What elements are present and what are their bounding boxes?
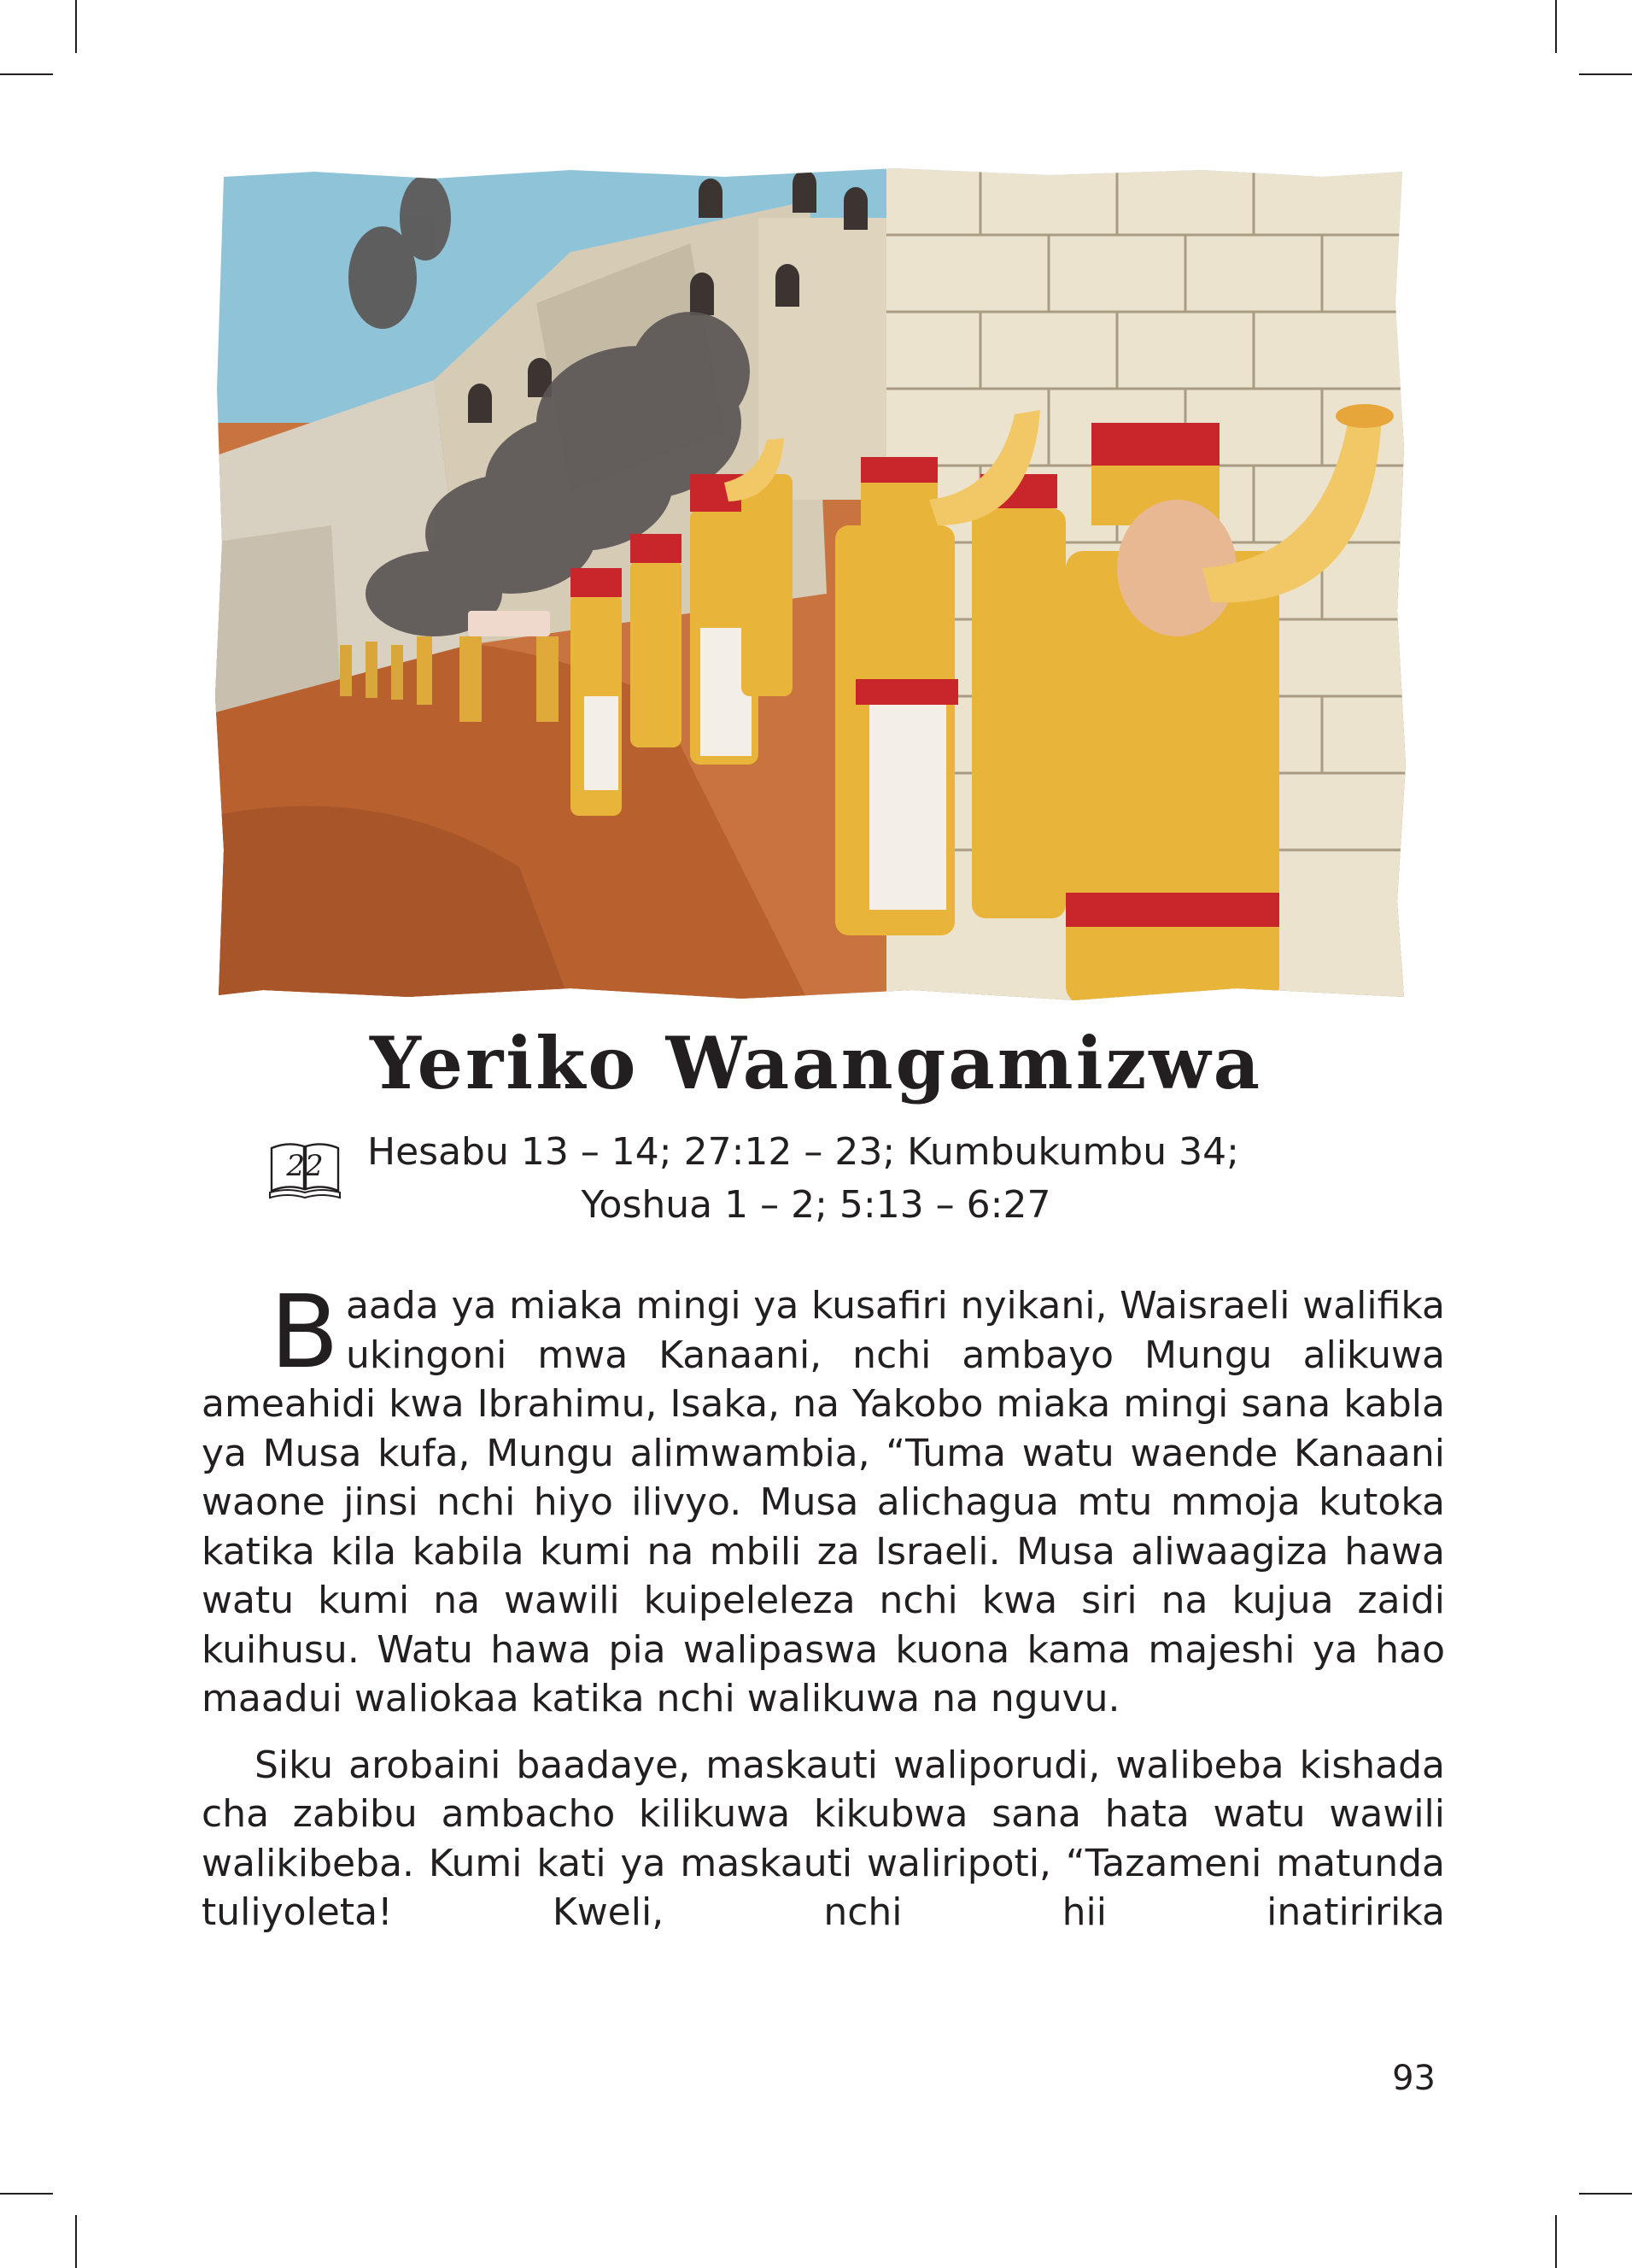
crop-mark	[75, 0, 77, 53]
crop-mark	[1555, 2215, 1557, 2268]
crop-mark	[75, 2215, 77, 2268]
story-paragraph	[202, 1273, 1445, 1724]
scripture-reference-line-2: Yoshua 1 – 2; 5:13 – 6:27	[581, 1183, 1051, 1227]
paragraph-text: aada ya miaka mingi ya kusafiri nyikani, Waisraeli walifika ukingoni mwa Kanaani, nchi ambayo Mungu alikuwa ameahidi kwa Ibrahimu, Isaka, na Yakobo miaka mingi sana kabla ya Musa kufa, Mungu alimwambia, “Tuma watu waende Kanaani waone jinsi nchi hiyo ilivyo. Musa alichagua mtu mmoja kutoka katika kila kabila kumi na mbili za Israeli. Musa aliwaagiza hawa watu kumi na wawili kuipeleleza nchi kwa siri na kujua zaidi kuihusu. Watu hawa pia walipaswa kuona kama majeshi ya hao maadui waliokaa katika nchi walikuwa na nguvu.	[202, 1284, 1445, 1720]
story-text	[202, 1273, 1445, 1937]
story-illustration	[212, 167, 1407, 1004]
story-title: Yeriko Waangamizwa	[369, 1021, 1263, 1105]
drop-cap: B	[270, 1273, 339, 1391]
reference-number: 22	[286, 1149, 324, 1183]
crop-mark	[1579, 2193, 1632, 2195]
story-paragraph: Siku arobaini baadaye, maskauti waliporudi, walibeba kishada cha zabibu ambacho kilikuwa kikubwa sana hata watu wawili walikibeba. Kumi kati ya maskauti waliripoti, “Tazameni matunda tuliyoleta! Kweli, nchi hii inatiririka	[202, 1743, 1445, 1934]
crop-mark	[0, 2193, 53, 2195]
scripture-reference-line-1: Hesabu 13 – 14; 27:12 – 23; Kumbukumbu 34;	[367, 1130, 1239, 1174]
crop-mark	[1555, 0, 1557, 53]
crop-mark	[1579, 73, 1632, 75]
page-number: 93	[1392, 2059, 1436, 2098]
crop-mark	[0, 73, 53, 75]
